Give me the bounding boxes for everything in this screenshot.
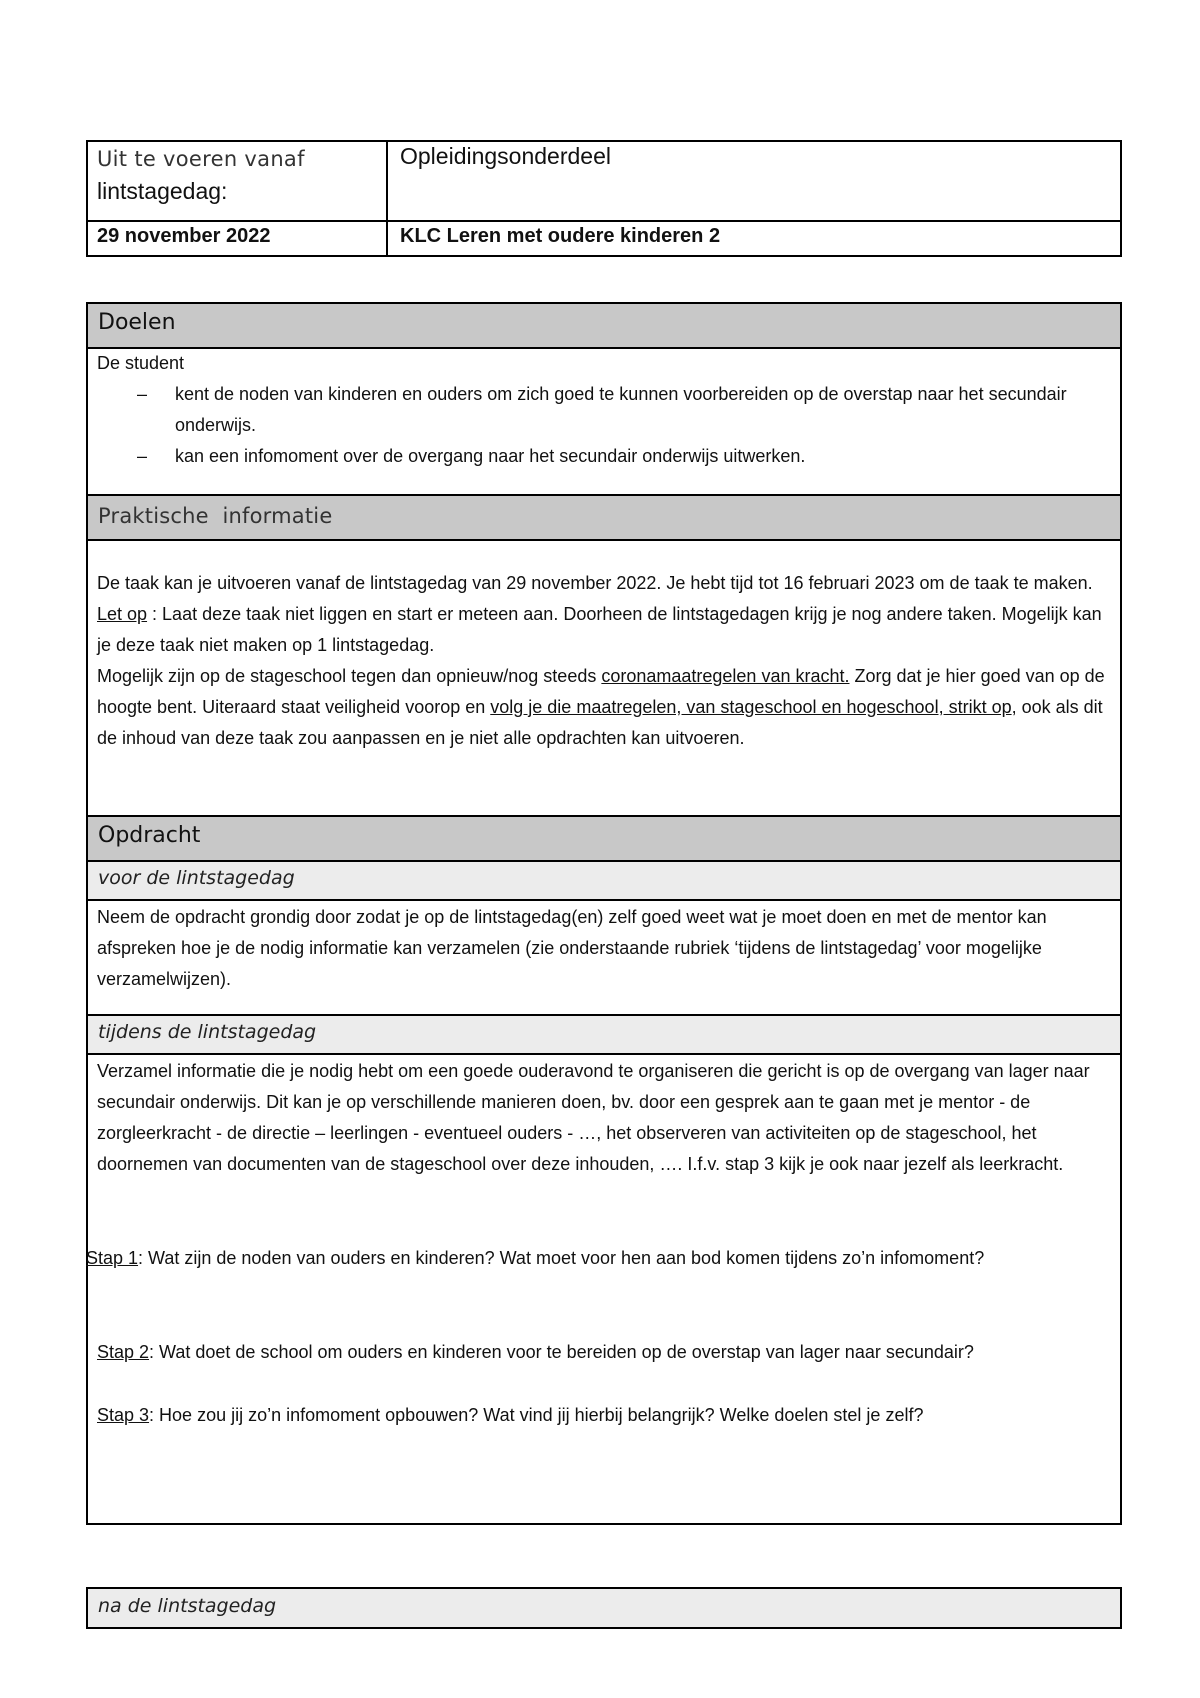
let-op-text: Let op: [97, 604, 148, 624]
doelen-title: Doelen: [98, 310, 176, 335]
praktische-header: [88, 496, 1120, 539]
praktische-body: [97, 568, 1109, 754]
stap-3-label: Stap 3: [97, 1405, 150, 1425]
praktische-p2-text: Mogelijk zijn op de stageschool tegen dan opnieuw/nog steeds: [97, 666, 602, 686]
voor-header-border: [86, 899, 1122, 901]
opdracht-title: Opdracht: [98, 823, 201, 848]
doelen-intro: De student: [97, 353, 185, 373]
praktische-title: Praktische informatie: [98, 504, 333, 528]
praktische-p2-rest: , ook als dit de inhoud van deze taak zou aanpassen en je niet alle opdrachten kan uitvoeren.: [97, 697, 1103, 748]
volg-maatregelen-text: volg je die maatregelen, van stageschool en hogeschool, strikt op: [490, 697, 1012, 717]
corona-text: coronamaatregelen van kracht.: [601, 666, 850, 686]
praktische-p1-rest: : Laat deze taak niet liggen en start er meteen aan. Doorheen de lintstagedagen krijg je nog andere taken. Mogelijk kan je deze taak niet maken op 1 lintstagedag.: [97, 604, 1102, 655]
stap-2-label: Stap 2: [97, 1342, 150, 1362]
opleidingsonderdeel-label: Opleidingsonderdeel: [400, 143, 611, 169]
stap-1: [86, 1243, 1086, 1274]
voor-lintstagedag-header: [88, 862, 1120, 899]
doelen-item: [97, 379, 1107, 441]
praktische-header-border: [86, 539, 1122, 541]
tijdens-lintstagedag-header: [88, 1016, 1120, 1053]
praktische-p1-text: De taak kan je uitvoeren vanaf de lintstagedag van 29 november 2022. Je hebt tijd tot 16 februari 2023 om de taak te maken.: [97, 573, 1093, 593]
voor-lintstagedag-label: voor de lintstagedag: [98, 867, 295, 889]
praktische-paragraph-2: [97, 661, 1109, 754]
start-date-label: [97, 145, 382, 207]
na-lintstagedag-box: [86, 1587, 1122, 1629]
stap-1-text: : Wat zijn de noden van ouders en kinderen? Wat moet voor hen aan bod komen tijdens zo’n infomoment?: [138, 1248, 985, 1268]
doelen-item: [97, 441, 1107, 472]
doelen-list: [97, 379, 1107, 472]
doelen-body: [97, 348, 1107, 472]
tijdens-header-border: [86, 1053, 1122, 1055]
opdracht-header: [88, 817, 1120, 860]
tijdens-lintstagedag-text: Verzamel informatie die je nodig hebt om een goede ouderavond te organiseren die gericht is op de overgang van lager naar secundair onderwijs. Dit kan je op verschillende manieren doen, bv. door een gesprek aan te gaan met je mentor - de zorgleerkracht - de directie – leerlingen - eventueel ouders - …, het observeren van activiteiten op de stageschool, het doornemen van documenten van de stageschool over deze inhouden, …. I.f.v. stap 3 kijk je ook naar jezelf als leerkracht.: [97, 1061, 1090, 1174]
header-table-divider-h: [86, 220, 1122, 222]
praktische-p2-middle: Zorg dat je hier goed van op de hoogte bent. Uiteraard staat veiligheid voorop en: [97, 666, 1105, 717]
doelen-dash: –: [137, 384, 148, 404]
stap-3: [97, 1400, 1109, 1431]
doelen-item-text: kan een infomoment over de overgang naar het secundair onderwijs uitwerken.: [175, 446, 806, 466]
doelen-dash: –: [137, 446, 148, 466]
voor-lintstagedag-text: Neem de opdracht grondig door zodat je op de lintstagedag(en) zelf goed weet wat je moet doen en met de mentor kan afspreken hoe je de nodig informatie kan verzamelen (zie onderstaande rubriek ‘tijdens de lintstagedag’ voor mogelijke verzamelwijzen).: [97, 907, 1047, 989]
tijdens-lintstagedag-label: tijdens de lintstagedag: [98, 1021, 317, 1043]
doelen-header: [88, 304, 1120, 347]
na-lintstagedag-label: na de lintstagedag: [98, 1595, 277, 1617]
stap-3-text: : Hoe zou jij zo’n infomoment opbouwen? Wat vind jij hierbij belangrijk? Welke doelen stel je zelf?: [149, 1405, 924, 1425]
stap-2-text: : Wat doet de school om ouders en kinderen voor te bereiden op de overstap van lager naar secundair?: [149, 1342, 974, 1362]
course-name-value: KLC Leren met oudere kinderen 2: [400, 225, 721, 247]
header-table-divider-v: [386, 140, 388, 257]
start-date-label-line2: lintstagedag:: [97, 178, 228, 204]
start-date-value: 29 november 2022: [97, 225, 271, 247]
stap-2: [97, 1337, 1109, 1368]
stap-1-label: Stap 1: [86, 1248, 139, 1268]
doelen-item-text: kent de noden van kinderen en ouders om zich goed te kunnen voorbereiden op de overstap naar het secundair onderwijs.: [175, 384, 1067, 435]
praktische-paragraph-1: [97, 568, 1109, 661]
start-date-label-line1: Uit te voeren vanaf: [97, 147, 305, 171]
